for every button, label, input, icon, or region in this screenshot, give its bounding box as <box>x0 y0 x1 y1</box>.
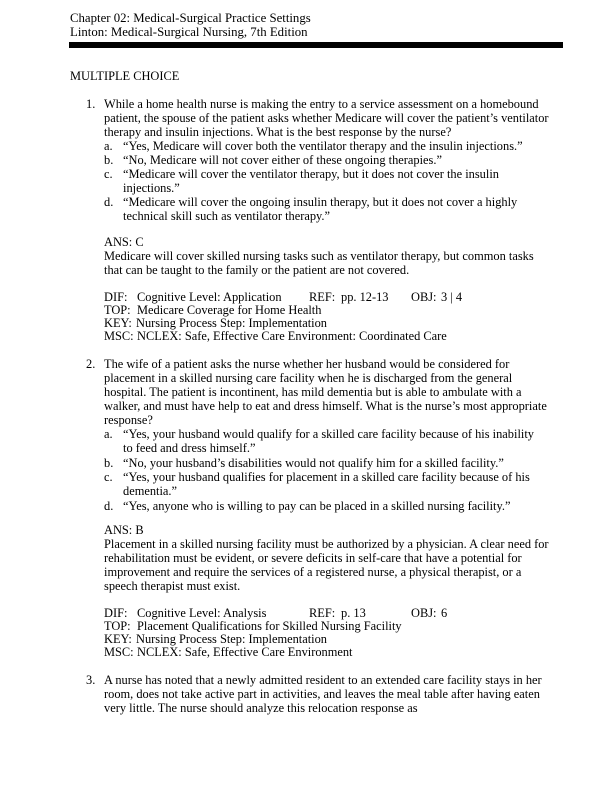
top-label: TOP: <box>104 303 131 317</box>
section-title: MULTIPLE CHOICE <box>70 69 180 83</box>
option-text: “Yes, Medicare will cover both the ventilator therapy and the insulin injections.” <box>123 139 523 153</box>
option-letter: a. <box>104 139 113 153</box>
key-value: Nursing Process Step: Implementation <box>136 316 327 330</box>
question-stem-line: very little. The nurse should analyze this relocation response as <box>104 701 418 715</box>
dif-label: DIF: <box>104 290 128 304</box>
msc-value: NCLEX: Safe, Effective Care Environment <box>137 645 353 659</box>
key-label: KEY: <box>104 632 132 646</box>
dif-value: Cognitive Level: Analysis <box>137 606 267 620</box>
option-text: “Medicare will cover the ongoing insulin therapy, but it does not cover a highly <box>123 195 518 209</box>
question-stem-line: walker, and must have help to eat and dress himself. What is the nurse’s most appropriate <box>104 399 547 413</box>
question-stem-line: patient, the spouse of the patient asks whether Medicare will cover the patient’s ventilator <box>104 111 549 125</box>
msc-label: MSC: <box>104 329 134 343</box>
option-letter: d. <box>104 195 114 209</box>
obj-label: OBJ: <box>411 606 437 620</box>
top-value: Placement Qualifications for Skilled Nursing Facility <box>137 619 402 633</box>
option-letter: d. <box>104 499 114 513</box>
question-number: 3. <box>86 673 96 687</box>
top-value: Medicare Coverage for Home Health <box>137 303 322 317</box>
book-title: Linton: Medical-Surgical Nursing, 7th Edition <box>70 25 308 39</box>
ref-label: REF: <box>309 290 336 304</box>
rationale-line: Placement in a skilled nursing facility must be authorized by a physician. A clear need for <box>104 537 549 551</box>
option-text: to feed and dress himself.” <box>123 441 256 455</box>
option-text: injections.” <box>123 181 180 195</box>
key-value: Nursing Process Step: Implementation <box>136 632 327 646</box>
option-text: “Yes, anyone who is willing to pay can be placed in a skilled nursing facility.” <box>123 499 511 513</box>
question-number: 2. <box>86 357 96 371</box>
option-text: dementia.” <box>123 484 178 498</box>
dif-value: Cognitive Level: Application <box>137 290 282 304</box>
msc-value: NCLEX: Safe, Effective Care Environment: Coordinated Care <box>137 329 447 343</box>
option-letter: c. <box>104 470 113 484</box>
rationale-line: that can be taught to the family or the patient are not covered. <box>104 263 410 277</box>
option-letter: c. <box>104 167 113 181</box>
question-stem-line: While a home health nurse is making the entry to a service assessment on a homebound <box>104 97 539 111</box>
answer: ANS: C <box>104 235 144 249</box>
rationale-line: Medicare will cover skilled nursing tasks such as ventilator therapy, but common tasks <box>104 249 534 263</box>
option-text: “Medicare will cover the ventilator therapy, but it does not cover the insulin <box>123 167 499 181</box>
obj-value: 6 <box>441 606 448 620</box>
option-letter: a. <box>104 427 113 441</box>
ref-value: p. 13 <box>341 606 366 620</box>
option-letter: b. <box>104 456 114 470</box>
option-text: “No, Medicare will not cover either of these ongoing therapies.” <box>123 153 442 167</box>
question-number: 1. <box>86 97 96 111</box>
header-rule <box>69 42 563 48</box>
msc-label: MSC: <box>104 645 134 659</box>
option-text: technical skill such as ventilator therapy.” <box>123 209 331 223</box>
option-text: “Yes, your husband would qualify for a skilled care facility because of his inability <box>123 427 534 441</box>
question-stem-line: therapy and insulin injections. What is the best response by the nurse? <box>104 125 452 139</box>
option-letter: b. <box>104 153 114 167</box>
question-stem-line: placement in a skilled nursing care facility when he is discharged from the general <box>104 371 513 385</box>
question-stem-line: A nurse has noted that a newly admitted resident to an extended care facility stays in her <box>104 673 542 687</box>
obj-label: OBJ: <box>411 290 437 304</box>
question-stem-line: response? <box>104 413 153 427</box>
ref-value: pp. 12-13 <box>341 290 389 304</box>
key-label: KEY: <box>104 316 132 330</box>
dif-label: DIF: <box>104 606 128 620</box>
question-stem-line: room, does not take active part in activities, and leaves the meal table after having eaten <box>104 687 540 701</box>
question-stem-line: The wife of a patient asks the nurse whether her husband would be considered for <box>104 357 510 371</box>
obj-value: 3 | 4 <box>441 290 463 304</box>
rationale-line: speech therapist must exist. <box>104 579 241 593</box>
rationale-line: rehabilitation must be evident, or severe deficits in self-care that have a potential for <box>104 551 522 565</box>
answer: ANS: B <box>104 523 144 537</box>
option-text: “Yes, your husband qualifies for placement in a skilled care facility because of his <box>123 470 530 484</box>
question-stem-line: hospital. The patient is incontinent, has mild dementia but is able to ambulate with a <box>104 385 522 399</box>
chapter-title: Chapter 02: Medical-Surgical Practice Settings <box>70 11 311 25</box>
top-label: TOP: <box>104 619 131 633</box>
ref-label: REF: <box>309 606 336 620</box>
option-text: “No, your husband’s disabilities would not qualify him for a skilled facility.” <box>123 456 504 470</box>
rationale-line: improvement and require the services of a registered nurse, a physical therapist, or a <box>104 565 522 579</box>
